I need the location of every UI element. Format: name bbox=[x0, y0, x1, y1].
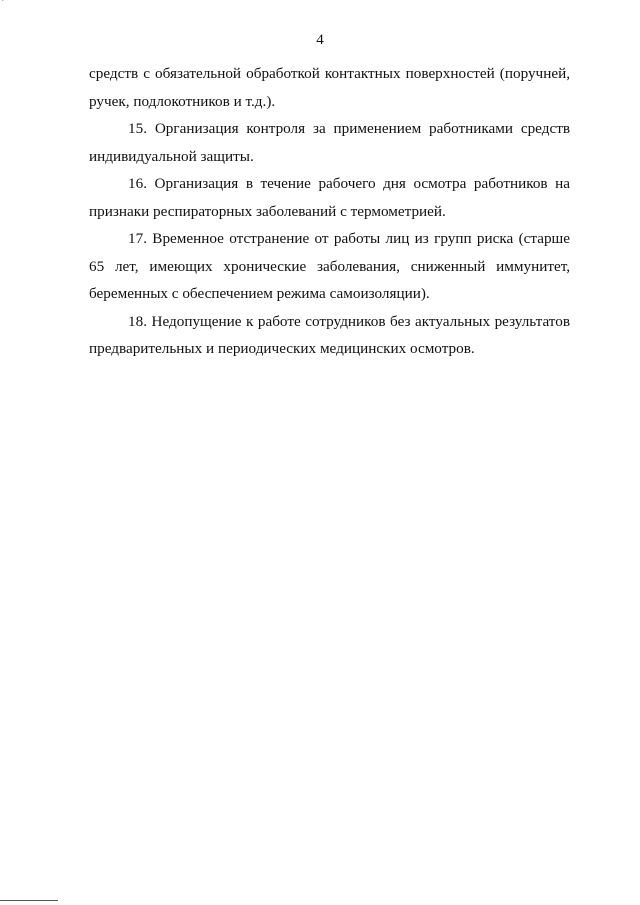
paragraph-item-17: 17. Временное отстранение от работы лиц из групп риска (старше 65 лет, имеющих хронические заболевания, сниженный иммунитет, беременных с обеспечением режима самоизоляции). bbox=[89, 230, 570, 302]
corner-scan-mark bbox=[2, 0, 7, 1]
paragraph-item-18: 18. Недопущение к работе сотрудников без актуальных результатов предварительных и периодических медицинских осмотров. bbox=[89, 312, 570, 357]
paragraph-item-15: 15. Организация контроля за применением работниками средств индивидуальной защиты. bbox=[89, 120, 570, 165]
paragraph-continuation: средств с обязательной обработкой контактных поверхностей (поручней, ручек, подлокотников и т.д.). bbox=[89, 65, 570, 110]
page-number: 4 bbox=[316, 32, 324, 48]
paragraph-item-16: 16. Организация в течение рабочего дня осмотра работников на признаки респираторных заболеваний с термометрией. bbox=[89, 175, 570, 220]
footnote-rule bbox=[0, 900, 58, 901]
document-body bbox=[89, 60, 570, 363]
